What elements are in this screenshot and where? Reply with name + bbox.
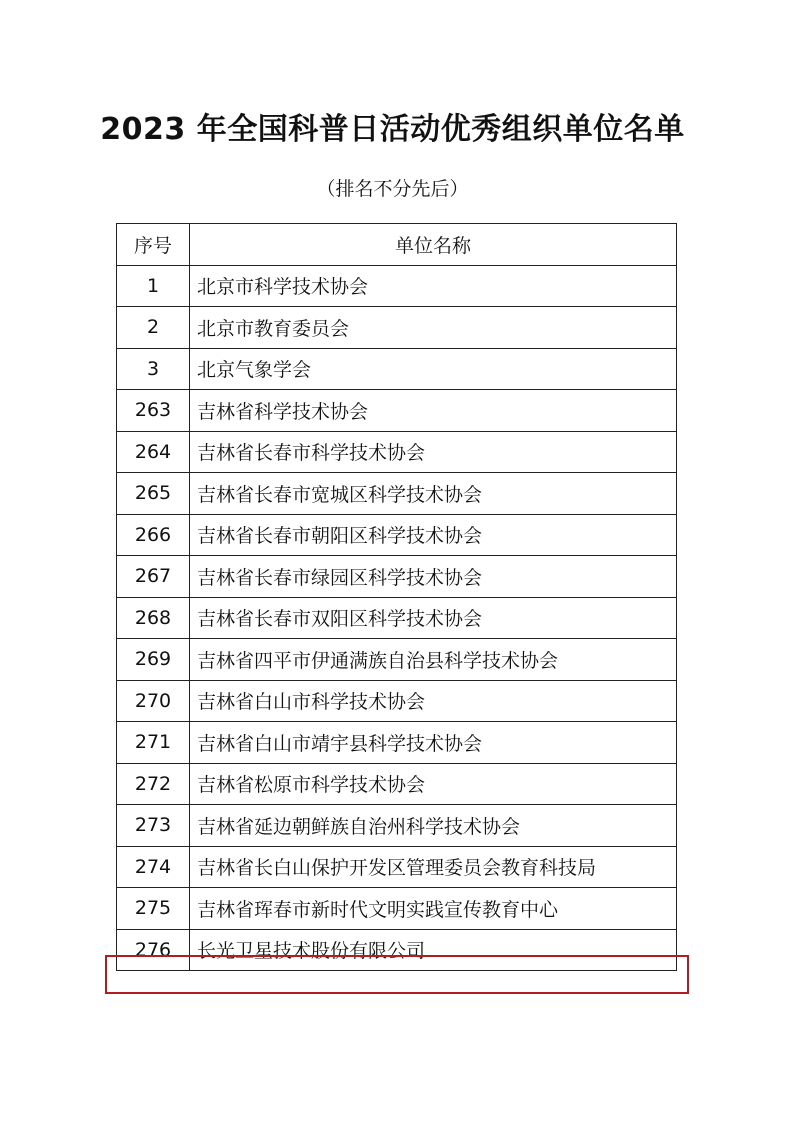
table-row xyxy=(117,390,677,432)
table-row xyxy=(117,473,677,515)
row-number: 273 xyxy=(117,805,190,847)
table-row xyxy=(117,763,677,805)
row-name: 吉林省长春市宽城区科学技术协会 xyxy=(190,473,677,515)
table-row xyxy=(117,680,677,722)
row-name: 长光卫星技术股份有限公司 xyxy=(190,929,677,971)
row-number: 265 xyxy=(117,473,190,515)
table-row xyxy=(117,888,677,930)
row-name: 吉林省四平市伊通满族自治县科学技术协会 xyxy=(190,639,677,681)
row-name: 吉林省白山市靖宇县科学技术协会 xyxy=(190,722,677,764)
table-row xyxy=(117,597,677,639)
row-name: 吉林省白山市科学技术协会 xyxy=(190,680,677,722)
table-row xyxy=(117,929,677,971)
header-name: 单位名称 xyxy=(190,224,677,266)
row-name: 吉林省松原市科学技术协会 xyxy=(190,763,677,805)
table-row xyxy=(117,514,677,556)
row-number: 269 xyxy=(117,639,190,681)
row-number: 275 xyxy=(117,888,190,930)
row-number: 268 xyxy=(117,597,190,639)
row-name: 吉林省长白山保护开发区管理委员会教育科技局 xyxy=(190,846,677,888)
row-number: 263 xyxy=(117,390,190,432)
row-number: 264 xyxy=(117,431,190,473)
row-number: 276 xyxy=(117,929,190,971)
table-row xyxy=(117,348,677,390)
table-row xyxy=(117,639,677,681)
table-row xyxy=(117,431,677,473)
row-number: 274 xyxy=(117,846,190,888)
row-name: 北京市科学技术协会 xyxy=(190,265,677,307)
table-row xyxy=(117,307,677,349)
table-row xyxy=(117,846,677,888)
row-name: 北京市教育委员会 xyxy=(190,307,677,349)
row-number: 271 xyxy=(117,722,190,764)
table-body xyxy=(117,265,677,971)
row-number: 272 xyxy=(117,763,190,805)
row-name: 吉林省长春市双阳区科学技术协会 xyxy=(190,597,677,639)
row-name: 吉林省长春市科学技术协会 xyxy=(190,431,677,473)
page-title: 2023 年全国科普日活动优秀组织单位名单 xyxy=(100,112,685,147)
row-number: 267 xyxy=(117,556,190,598)
page-subtitle: （排名不分先后） xyxy=(316,178,469,200)
row-name: 北京气象学会 xyxy=(190,348,677,390)
row-number: 1 xyxy=(117,265,190,307)
organization-table xyxy=(116,223,677,971)
row-name: 吉林省珲春市新时代文明实践宣传教育中心 xyxy=(190,888,677,930)
table-row xyxy=(117,805,677,847)
table-row xyxy=(117,722,677,764)
table-row xyxy=(117,265,677,307)
header-number: 序号 xyxy=(117,224,190,266)
table-header-row xyxy=(117,224,677,266)
row-name: 吉林省长春市绿园区科学技术协会 xyxy=(190,556,677,598)
row-number: 266 xyxy=(117,514,190,556)
row-name: 吉林省科学技术协会 xyxy=(190,390,677,432)
row-name: 吉林省长春市朝阳区科学技术协会 xyxy=(190,514,677,556)
row-number: 2 xyxy=(117,307,190,349)
table-row xyxy=(117,556,677,598)
row-number: 3 xyxy=(117,348,190,390)
row-number: 270 xyxy=(117,680,190,722)
row-name: 吉林省延边朝鲜族自治州科学技术协会 xyxy=(190,805,677,847)
